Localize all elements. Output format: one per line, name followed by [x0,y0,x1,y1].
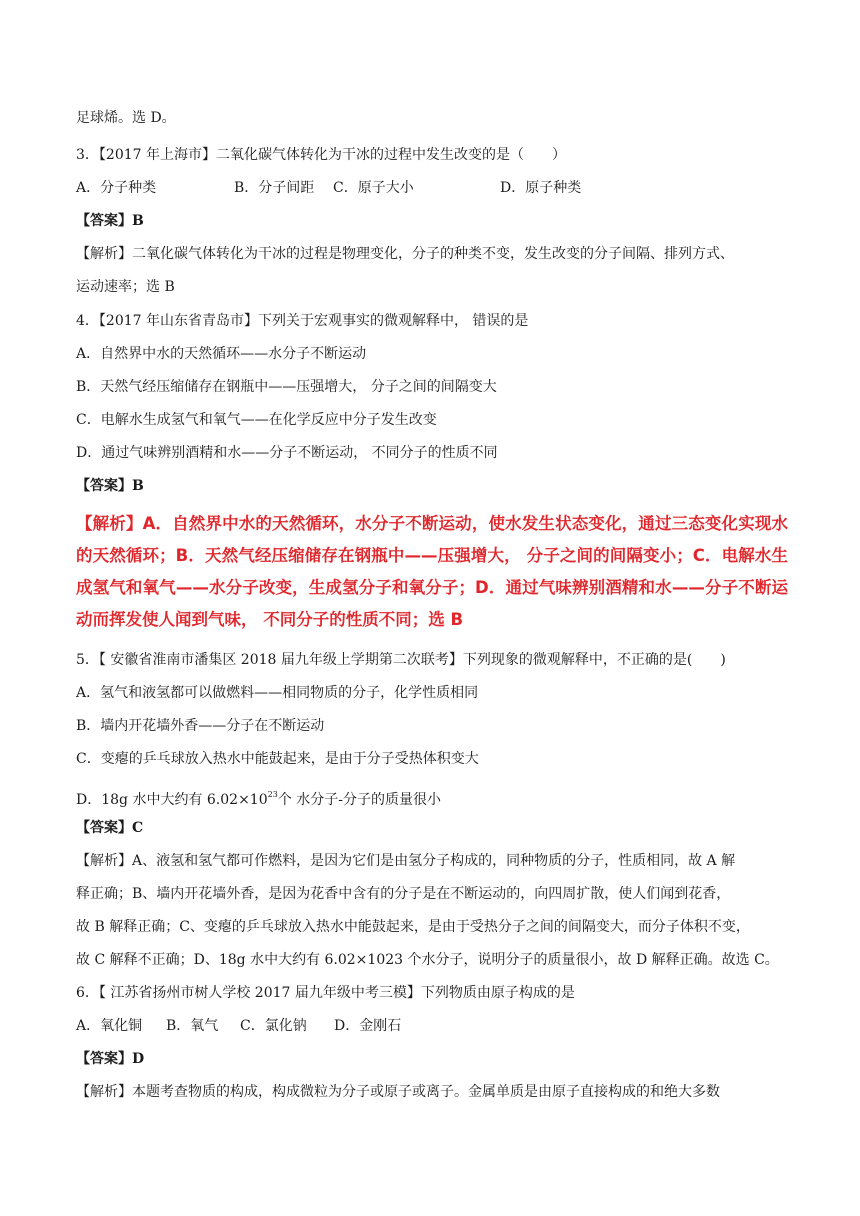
answer-3: 【答案】B [76,213,144,229]
explanation-3-line-1: 【解析】二氧化碳气体转化为干冰的过程是物理变化，分子的种类不变，发生改变的分子间隔、排列方式、 [76,246,734,262]
question-5: 5．【 安徽省淮南市潘集区 2018 届九年级上学期第二次联考】下列现象的微观解释中，不正确的是( ) [76,652,726,668]
answer-6: 【答案】D [76,1051,145,1067]
question-6: 6．【 江苏省扬州市树人学校 2017 届九年级中考三模】下列物质由原子构成的是 [76,985,575,1001]
option-a: A．自然界中水的天然循环——水分子不断运动 [76,346,367,362]
option-d-text-end: 个 水分子-分子的质量很小 [277,792,441,808]
option-a: A．分子种类 [76,180,157,196]
option-d [76,785,441,810]
text-line: 足球烯。选 D。 [76,110,176,126]
explanation-5-line-2: 释正确；B、墙内开花墙外香，是因为花香中含有的分子是在不断运动的，向四周扩散，使人们闻到花香， [76,886,731,902]
explanation-5-line-4: 故 C 解释不正确；D、18g 水中大约有 6.02×1023 个水分子，说明分子的质量很小，故 D 解释正确。故选 C。 [76,952,779,968]
explanation-4-highlighted: 【解析】A．自然界中水的天然循环，水分子不断运动，使水发生状态变化，通过三态变化实现水的天然循环；B．天然气经压缩储存在钢瓶中——压强增大， 分子之间的间隔变小；C．电解水生成氢气和氧气——水分子改变，生成氢分子和氧分子；D．通过气味辨别酒精和水——分子不断运动而挥发使人闻到气味， 不同分子的性质不同；选 B [76,514,788,629]
option-b: B．氧气 [166,1018,219,1034]
explanation-5-line-1: 【解析】A、液氢和氢气都可作燃料，是因为它们是由氢分子构成的，同种物质的分子，性质相同，故 A 解 [76,853,736,869]
answer-5: 【答案】C [76,820,144,836]
option-b: B．天然气经压缩储存在钢瓶中——压强增大， 分子之间的间隔变大 [76,379,497,395]
option-c: C．变瘪的乒乓球放入热水中能鼓起来，是由于分子受热体积变大 [76,751,479,767]
option-c: C．原子大小 [333,180,414,196]
question-6-options [76,1016,401,1036]
answer-4: 【答案】B [76,478,144,494]
option-a: A．氢气和液氢都可以做燃料——相同物质的分子，化学性质相同 [76,685,479,701]
question-4: 4．【2017 年山东省青岛市】下列关于宏观事实的微观解释中， 错误的是 [76,313,529,329]
option-d: D．原子种类 [500,180,582,196]
option-a: A．氧化铜 [76,1018,143,1034]
question-3: 3．【2017 年上海市】二氧化碳气体转化为干冰的过程中发生改变的是（ ） [76,147,566,163]
option-c: C．电解水生成氢气和氧气——在化学反应中分子发生改变 [76,412,437,428]
question-3-options [76,178,581,198]
explanation-3-line-2: 运动速率；选 B [76,279,175,295]
option-d: D．金刚石 [334,1018,402,1034]
option-b: B．墙内开花墙外香——分子在不断运动 [76,718,325,734]
option-c: C．氯化钠 [240,1018,307,1034]
explanation-5-line-3: 故 B 解释正确；C、变瘪的乒乓球放入热水中能鼓起来，是由于受热分子之间的间隔变大，而分子体积不变， [76,919,750,935]
option-d: D．通过气味辨别酒精和水——分子不断运动， 不同分子的性质不同 [76,445,498,461]
explanation-6-line-1: 【解析】本题考查物质的构成，构成微粒为分子或原子或离子。金属单质是由原子直接构成的和绝大多数 [76,1084,720,1100]
option-b: B．分子间距 [234,180,315,196]
exponent: 23 [267,790,278,799]
option-d-text: D．18g 水中大约有 6.02×10 [76,792,268,808]
